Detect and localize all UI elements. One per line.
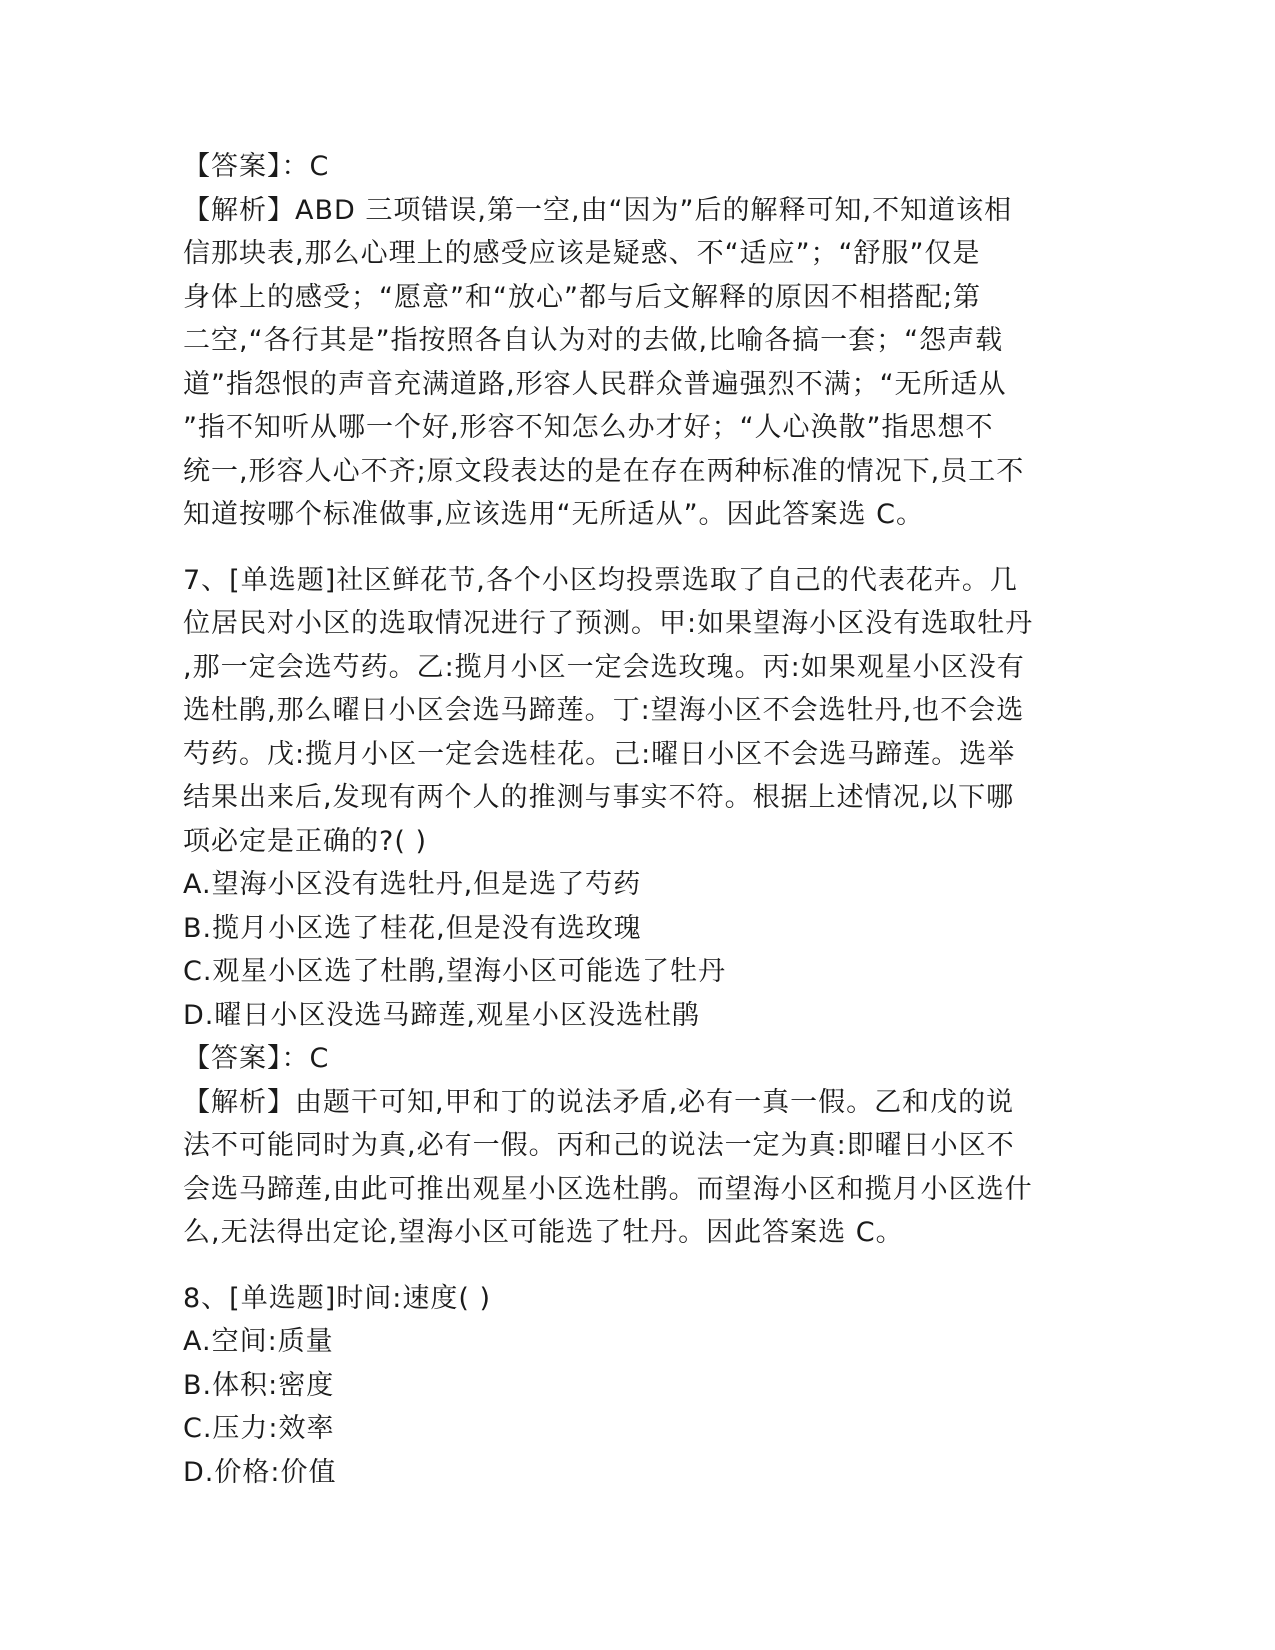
- q6-analysis-line: 统一,形容人心不齐;原文段表达的是在存在两种标准的情况下,员工不: [183, 455, 1025, 487]
- question-spacer: [183, 1255, 1073, 1277]
- document-page: [183, 145, 1073, 1494]
- q7-analysis-line: 会选马蹄莲,由此可推出观星小区选杜鹃。而望海小区和揽月小区选什: [183, 1173, 1033, 1205]
- q6-analysis-line: 身体上的感受；“愿意”和“放心”都与后文解释的原因不相搭配;第: [183, 281, 982, 313]
- q7-analysis-line: 么,无法得出定论,望海小区可能选了牡丹。因此答案选 C。: [183, 1217, 904, 1248]
- q6-answer-block: [183, 145, 1073, 537]
- q7-analysis: [183, 1081, 1073, 1255]
- q8-option-d: D.价格:价值: [183, 1456, 337, 1488]
- q6-analysis-line: 【解析】ABD 三项错误,第一空,由“因为”后的解释可知,不知道该相: [183, 194, 1013, 226]
- question-7: [183, 559, 1073, 1255]
- q7-stem: [183, 559, 1073, 864]
- q7-option-d: D.曜日小区没选马蹄莲,观星小区没选杜鹃: [183, 999, 700, 1031]
- q6-analysis-line: 知道按哪个标准做事,应该选用“无所适从”。因此答案选 C。: [183, 499, 924, 530]
- question-8: [183, 1277, 1073, 1495]
- q7-stem-line: 选杜鹃,那么曜日小区会选马蹄莲。丁:望海小区不会选牡丹,也不会选: [183, 695, 1025, 726]
- q7-option-c: C.观星小区选了杜鹃,望海小区可能选了牡丹: [183, 956, 727, 987]
- q8-options: [183, 1320, 1073, 1494]
- q6-answer: 【答案】：C: [183, 151, 330, 182]
- q7-analysis-line: 【解析】由题干可知,甲和丁的说法矛盾,必有一真一假。乙和戊的说: [183, 1086, 1015, 1118]
- q7-option-a: A.望海小区没有选牡丹,但是选了芍药: [183, 869, 642, 900]
- q7-option-b: B.揽月小区选了桂花,但是没有选玫瑰: [183, 912, 642, 944]
- q7-analysis-line: 法不可能同时为真,必有一假。丙和己的说法一定为真:即曜日小区不: [183, 1130, 1015, 1161]
- q7-stem-line: 7、[单选题]社区鲜花节,各个小区均投票选取了自己的代表花卉。几: [183, 564, 1018, 596]
- q8-option-c: C.压力:效率: [183, 1413, 335, 1444]
- q8-option-b: B.体积:密度: [183, 1369, 335, 1401]
- q7-stem-line: ,那一定会选芍药。乙:揽月小区一定会选玫瑰。丙:如果观星小区没有: [183, 651, 1025, 683]
- q6-analysis-line: 二空,“各行其是”指按照各自认为对的去做,比喻各搞一套；“怨声载: [183, 325, 1004, 356]
- q7-options: [183, 863, 1073, 1037]
- q7-stem-line: 项必定是正确的?( ): [183, 825, 427, 857]
- q7-stem-line: 位居民对小区的选取情况进行了预测。甲:如果望海小区没有选取牡丹: [183, 608, 1034, 639]
- q8-stem: 8、[单选题]时间:速度( ): [183, 1282, 491, 1314]
- q7-stem-line: 芍药。戊:揽月小区一定会选桂花。己:曜日小区不会选马蹄莲。选举: [183, 738, 1016, 770]
- question-spacer: [183, 537, 1073, 559]
- q7-stem-line: 结果出来后,发现有两个人的推测与事实不符。根据上述情况,以下哪: [183, 782, 1015, 813]
- q8-option-a: A.空间:质量: [183, 1326, 334, 1357]
- q6-analysis-line: ”指不知听从哪一个好,形容不知怎么办才好；“人心涣散”指思想不: [183, 412, 994, 443]
- q6-analysis-line: 道”指怨恨的声音充满道路,形容人民群众普遍强烈不满；“无所适从: [183, 368, 1007, 400]
- q7-answer: 【答案】：C: [183, 1043, 330, 1074]
- q6-analysis-line: 信那块表,那么心理上的感受应该是疑惑、不“适应”；“舒服”仅是: [183, 238, 981, 269]
- q6-analysis: [183, 189, 1073, 537]
